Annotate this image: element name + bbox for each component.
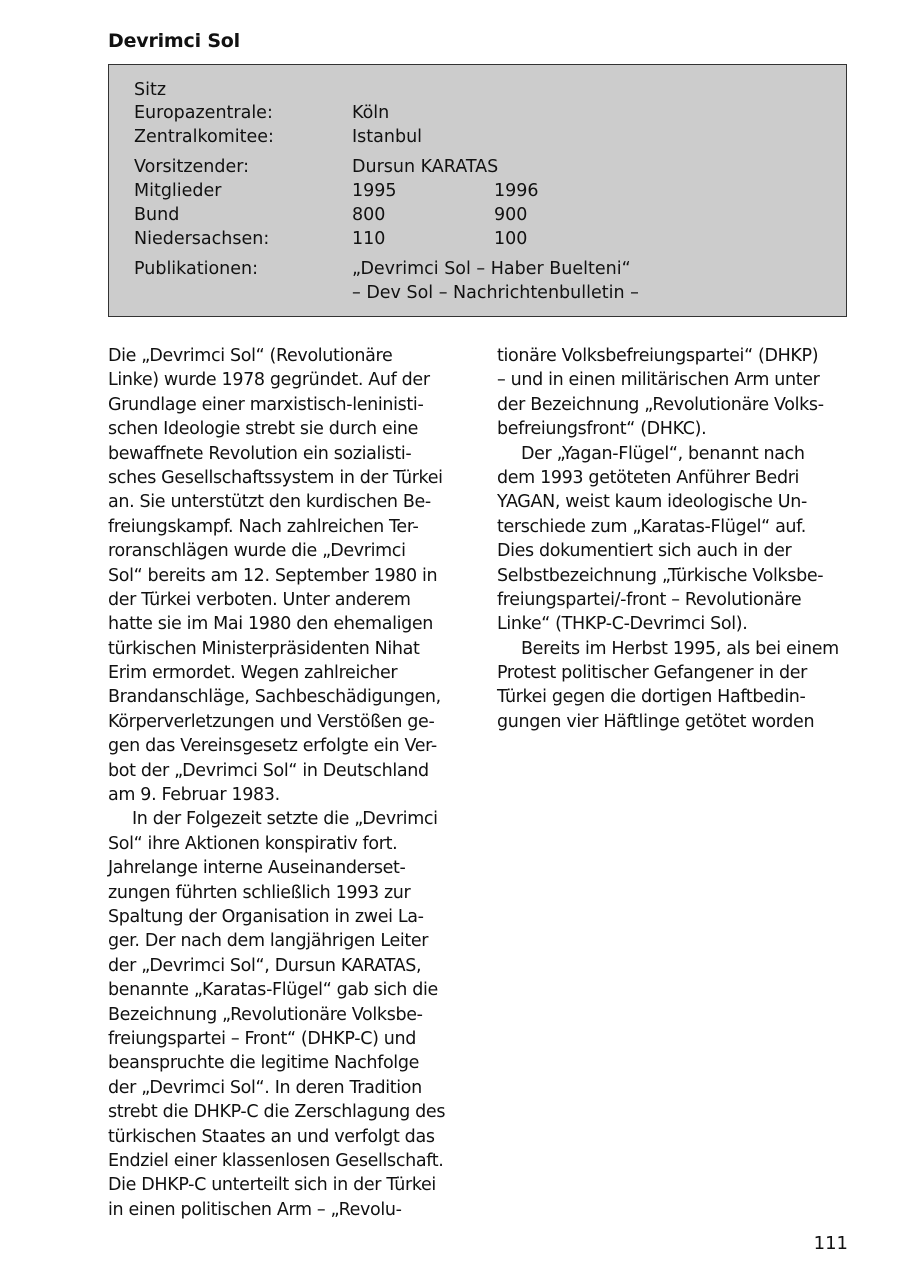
bund-label: Bund [134,205,180,225]
text-line: dem 1993 getöteten Anführer Bedri [497,467,800,488]
text-line: der Türkei verboten. Unter anderem [108,589,411,610]
text-line: Sol“ bereits am 12. September 1980 in [108,565,438,586]
text-line: Bereits im Herbst 1995, als bei einem [521,638,839,659]
text-line: terschiede zum „Karatas-Flügel“ auf. [497,516,806,537]
text-line: Protest politischer Gefangener in der [497,663,807,684]
text-line: roranschlägen wurde die „Devrimci [108,541,406,562]
text-line: Linke) wurde 1978 gegründet. Auf der [108,370,430,391]
text-line: tionäre Volksbefreiungspartei“ (DHKP) [497,346,819,366]
publikationen-label: Publikationen: [134,259,258,279]
text-line: Der „Yagan-Flügel“, benannt nach [521,443,805,464]
europazentrale-value: Köln [352,103,390,123]
europazentrale-label: Europazentrale: [134,103,273,123]
text-line: Türkei gegen die dortigen Haftbedin- [497,687,806,708]
text-line: strebt die DHKP-C die Zerschlagung des [108,1102,446,1123]
text-line: Grundlage einer marxistisch-leninisti- [108,394,424,415]
text-line: benannte „Karatas-Flügel“ gab sich die [108,980,438,1001]
text-line: der Bezeichnung „Revolutionäre Volks- [497,394,824,415]
niedersachsen-1995-value: 110 [352,229,386,249]
text-line: freiungspartei – Front“ (DHKP-C) und [108,1028,417,1049]
text-line: In der Folgezeit setzte die „Devrimci [132,809,438,830]
info-box [108,64,847,317]
year-1995-header: 1995 [352,181,397,201]
text-line: Linke“ (THKP-C-Devrimci Sol). [497,614,748,635]
text-line: Spaltung der Organisation in zwei La- [108,906,424,927]
text-line: der „Devrimci Sol“. In deren Tradition [108,1077,422,1098]
text-line: gen das Vereinsgesetz erfolgte ein Ver- [108,736,437,757]
page-number: 111 [813,1233,848,1254]
text-line: beanspruchte die legitime Nachfolge [108,1053,419,1074]
text-line: Die „Devrimci Sol“ (Revolutionäre [108,346,393,366]
zentralkomitee-value: Istanbul [352,127,423,147]
sitz-label: Sitz [134,80,167,100]
vorsitzender-value: Dursun KARATAS [352,157,499,177]
text-line: der „Devrimci Sol“, Dursun KARATAS, [108,955,422,976]
text-line: freiungskampf. Nach zahlreichen Ter- [108,516,419,537]
text-line: Erim ermordet. Wegen zahlreicher [108,663,398,684]
text-line: hatte sie im Mai 1980 den ehemaligen [108,614,434,635]
text-line: Bezeichnung „Revolutionäre Volksbe- [108,1004,423,1025]
text-line: YAGAN, weist kaum ideologische Un- [497,492,807,513]
text-line: sches Gesellschaftssystem in der Türkei [108,467,443,488]
bund-1995-value: 800 [352,205,386,225]
body-column-right [497,344,857,734]
text-line: Dies dokumentiert sich auch in der [497,541,792,562]
publication-title-2: – Dev Sol – Nachrichtenbulletin – [352,283,639,303]
text-line: befreiungsfront“ (DHKC). [497,419,707,440]
text-line: Selbstbezeichnung „Türkische Volksbe- [497,565,824,586]
text-line: Jahrelange interne Auseinanderset- [108,858,406,879]
section-title: Devrimci Sol [108,30,240,52]
text-line: Körperverletzungen und Verstößen ge- [108,711,435,732]
text-line: ger. Der nach dem langjährigen Leiter [108,931,429,952]
text-line: schen Ideologie strebt sie durch eine [108,419,419,440]
text-line: Brandanschläge, Sachbeschädigungen, [108,687,441,708]
body-column-left [108,344,468,1222]
niedersachsen-label: Niedersachsen: [134,229,270,249]
text-line: Die DHKP-C unterteilt sich in der Türkei [108,1175,436,1196]
year-1996-header: 1996 [494,181,539,201]
text-line: in einen politischen Arm – „Revolu- [108,1199,402,1220]
text-line: bot der „Devrimci Sol“ in Deutschland [108,760,429,781]
bund-1996-value: 900 [494,205,528,225]
zentralkomitee-label: Zentralkomitee: [134,127,274,147]
text-line: bewaffnete Revolution ein sozialisti- [108,443,412,464]
text-line: zungen führten schließlich 1993 zur [108,882,411,903]
text-line: – und in einen militärischen Arm unter [497,370,820,391]
publication-title-1: „Devrimci Sol – Haber Buelteni“ [352,259,631,279]
text-line: gungen vier Häftlinge getötet worden [497,711,815,732]
text-line: am 9. Februar 1983. [108,785,280,806]
text-line: Sol“ ihre Aktionen konspirativ fort. [108,833,398,854]
niedersachsen-1996-value: 100 [494,229,528,249]
vorsitzender-label: Vorsitzender: [134,157,250,177]
text-line: türkischen Ministerpräsidenten Nihat [108,638,420,659]
text-line: Endziel einer klassenlosen Gesellschaft. [108,1150,444,1171]
text-line: freiungspartei/-front – Revolutionäre [497,589,802,610]
mitglieder-label: Mitglieder [134,181,222,201]
text-line: an. Sie unterstützt den kurdischen Be- [108,492,431,513]
text-line: türkischen Staates an und verfolgt das [108,1126,435,1147]
